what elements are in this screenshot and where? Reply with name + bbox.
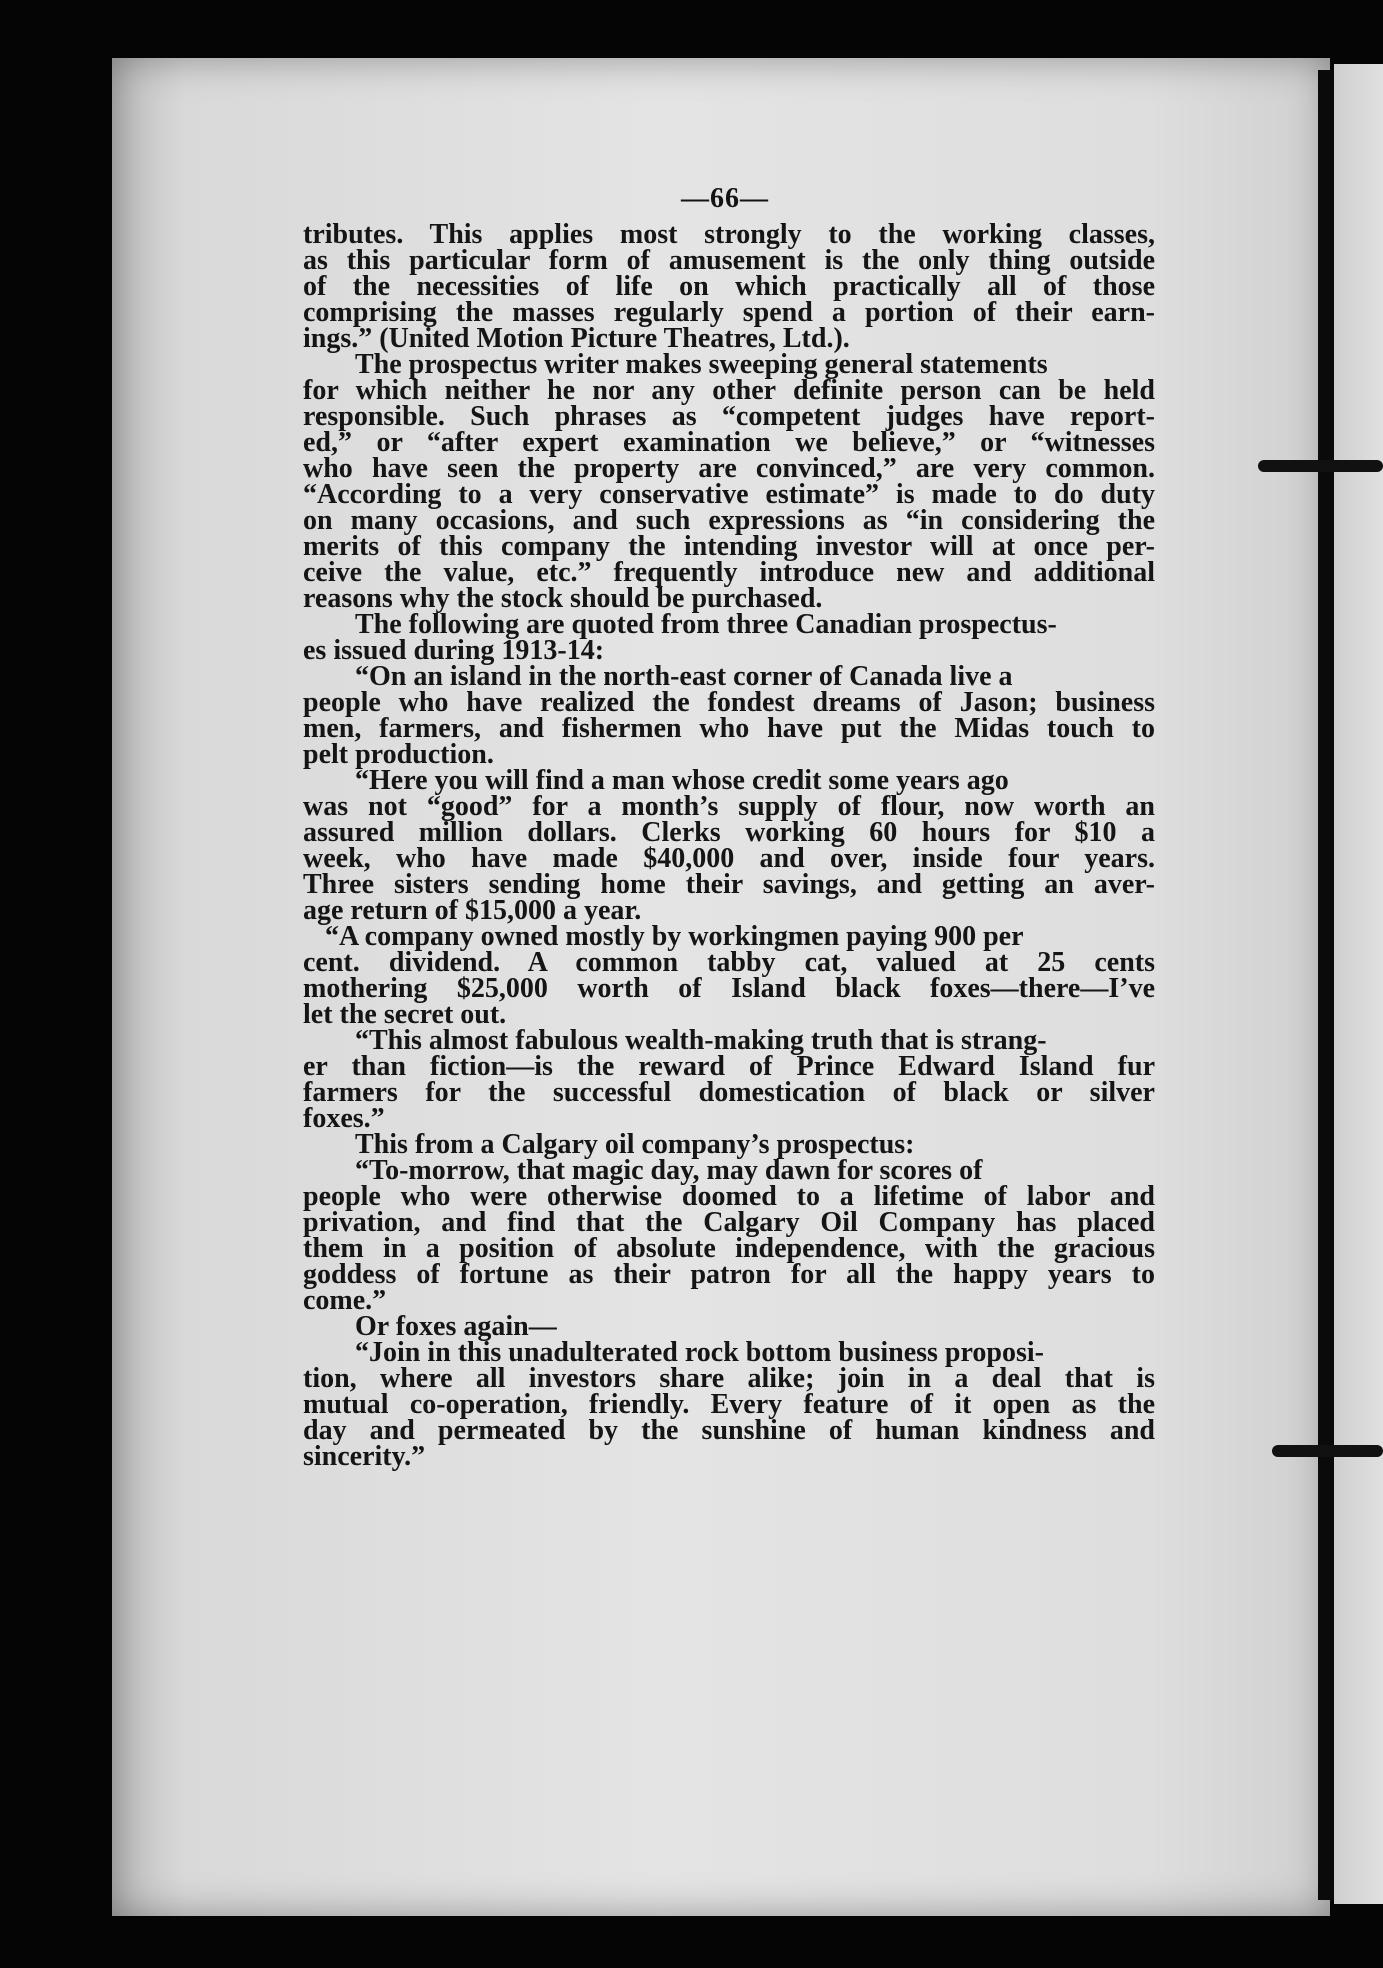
page-number: —66— [681, 183, 769, 214]
page-clip-upper [1258, 460, 1383, 472]
book-spine [1318, 70, 1334, 1900]
text-line: tion, where all investors share alike; join in a deal that is [303, 1363, 1155, 1394]
text-line: Three sisters sending home their savings, and getting an aver- [303, 869, 1155, 900]
text-line: who have seen the property are convinced,” are very common. [303, 453, 1155, 484]
text-line: The prospectus writer makes sweeping general statements [355, 349, 1048, 380]
text-line: “Join in this unadulterated rock bottom business proposi- [355, 1337, 1044, 1368]
text-line: ings.” (United Motion Picture Theatres, Ltd.). [303, 323, 850, 354]
text-line: ed,” or “after expert examination we believe,” or “witnesses [303, 427, 1155, 458]
adjacent-page-edge [1334, 64, 1383, 1904]
text-line: The following are quoted from three Canadian prospectus- [355, 609, 1057, 640]
text-line: let the secret out. [303, 999, 507, 1030]
text-line: pelt production. [303, 739, 494, 770]
text-line: “This almost fabulous wealth-making truth that is strang- [355, 1025, 1047, 1056]
text-line: sincerity.” [303, 1441, 426, 1472]
text-line: responsible. Such phrases as “competent judges have report- [303, 401, 1155, 432]
text-line: them in a position of absolute independence, with the gracious [303, 1233, 1155, 1264]
text-line: er than fiction—is the reward of Prince Edward Island fur [303, 1051, 1155, 1082]
text-line: comprising the masses regularly spend a portion of their earn- [303, 297, 1155, 328]
text-line: “Here you will find a man whose credit some years ago [355, 765, 1009, 796]
text-line: cent. dividend. A common tabby cat, valued at 25 cents [303, 947, 1155, 978]
text-line: come.” [303, 1285, 387, 1316]
text-line: goddess of fortune as their patron for all the happy years to [303, 1259, 1155, 1290]
text-line: “A company owned mostly by workingmen paying 900 per [325, 921, 1024, 952]
text-line: “According to a very conservative estimate” is made to do duty [303, 479, 1155, 510]
text-line: on many occasions, and such expressions as “in considering the [303, 505, 1155, 536]
text-line: “To-morrow, that magic day, may dawn for scores of [355, 1155, 983, 1186]
text-line: Or foxes again— [355, 1311, 557, 1342]
text-line: people who were otherwise doomed to a lifetime of labor and [303, 1181, 1155, 1212]
text-line: foxes.” [303, 1103, 385, 1134]
text-line: as this particular form of amusement is the only thing outside [303, 245, 1155, 276]
text-line: age return of $15,000 a year. [303, 895, 642, 926]
body-text [303, 219, 1155, 1472]
page-clip-lower [1272, 1445, 1383, 1457]
text-line: day and permeated by the sunshine of human kindness and [303, 1415, 1155, 1446]
text-line: for which neither he nor any other definite person can be held [303, 375, 1155, 406]
text-line: farmers for the successful domestication of black or silver [303, 1077, 1155, 1108]
text-line: privation, and find that the Calgary Oil Company has placed [303, 1207, 1155, 1238]
text-line: was not “good” for a month’s supply of flour, now worth an [303, 791, 1155, 822]
text-line: reasons why the stock should be purchased. [303, 583, 823, 614]
text-line: tributes. This applies most strongly to the working classes, [303, 219, 1155, 250]
text-line: ceive the value, etc.” frequently introduce new and additional [303, 557, 1155, 588]
text-line: of the necessities of life on which practically all of those [303, 271, 1155, 302]
text-line: mothering $25,000 worth of Island black foxes—there—I’ve [303, 973, 1155, 1004]
text-line: men, farmers, and fishermen who have put the Midas touch to [303, 713, 1155, 744]
text-line: This from a Calgary oil company’s prospectus: [355, 1129, 915, 1160]
text-line: merits of this company the intending investor will at once per- [303, 531, 1155, 562]
text-line: people who have realized the fondest dreams of Jason; business [303, 687, 1155, 718]
text-line: es issued during 1913-14: [303, 635, 605, 666]
text-line: mutual co-operation, friendly. Every feature of it open as the [303, 1389, 1155, 1420]
text-line: “On an island in the north-east corner of Canada live a [355, 661, 1013, 692]
text-line: assured million dollars. Clerks working 60 hours for $10 a [303, 817, 1155, 848]
text-line: week, who have made $40,000 and over, inside four years. [303, 843, 1155, 874]
